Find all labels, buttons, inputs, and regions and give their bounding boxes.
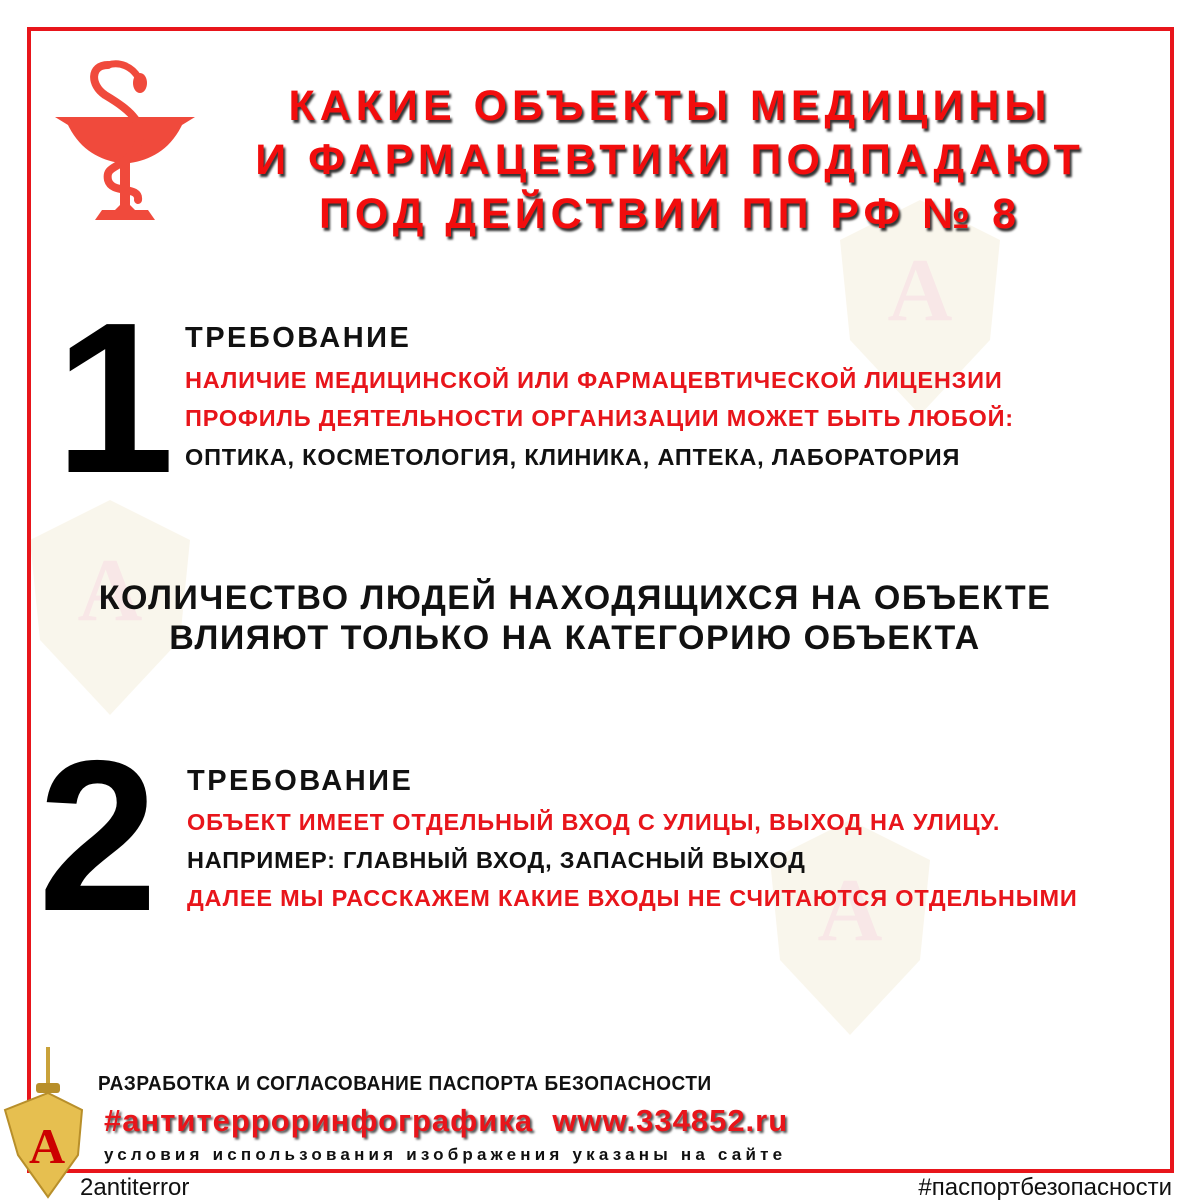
- footer-tag: #паспортбезопасности: [918, 1174, 1172, 1201]
- hashtag[interactable]: #антитерроринфографика: [104, 1103, 534, 1138]
- title-line-1: КАКИЕ ОБЪЕКТЫ МЕДИЦИНЫ: [288, 82, 1052, 130]
- note-line-2: ВЛИЯЮТ ТОЛЬКО НА КАТЕГОРИЮ ОБЪЕКТА: [169, 619, 981, 657]
- requirement-heading: ТРЕБОВАНИЕ: [185, 322, 412, 354]
- title-line-2: И ФАРМАЦЕВТИКИ ПОДПАДАЮТ: [255, 136, 1085, 184]
- requirement-line: ОПТИКА, КОСМЕТОЛОГИЯ, КЛИНИКА, АПТЕКА, ЛАБОРАТОРИЯ: [185, 444, 961, 470]
- bowl-of-hygieia-icon: [50, 55, 200, 225]
- footer-service: РАЗРАБОТКА И СОГЛАСОВАНИЕ ПАСПОРТА БЕЗОПАСНОСТИ: [98, 1073, 712, 1095]
- shield-logo-icon: [0, 1045, 85, 1200]
- title-line-3: ПОД ДЕЙСТВИИ ПП РФ № 8: [319, 190, 1021, 238]
- requirement-number-1: 1: [55, 277, 175, 518]
- requirement-line: ДАЛЕЕ МЫ РАССКАЖЕМ КАКИЕ ВХОДЫ НЕ СЧИТАЮТСЯ ОТДЕЛЬНЫМИ: [187, 885, 1078, 911]
- svg-text:А: А: [28, 1118, 66, 1174]
- account-name: 2antiterror: [80, 1174, 190, 1201]
- svg-text:А: А: [77, 541, 143, 640]
- footer-hashtag-link[interactable]: [104, 1103, 788, 1139]
- footer-terms: условия использования изображения указаны на сайте: [104, 1145, 787, 1164]
- requirement-heading: ТРЕБОВАНИЕ: [187, 765, 414, 797]
- shield-watermark-icon: [760, 800, 940, 1050]
- svg-text:А: А: [887, 241, 953, 340]
- requirement-number-2: 2: [38, 715, 158, 956]
- requirement-line: ОБЪЕКТ ИМЕЕТ ОТДЕЛЬНЫЙ ВХОД С УЛИЦЫ, ВЫХОД НА УЛИЦУ.: [187, 809, 1001, 835]
- note-line-1: КОЛИЧЕСТВО ЛЮДЕЙ НАХОДЯЩИХСЯ НА ОБЪЕКТЕ: [98, 579, 1052, 617]
- website-link[interactable]: www.334852.ru: [552, 1103, 789, 1138]
- requirement-line: НАЛИЧИЕ МЕДИЦИНСКОЙ ИЛИ ФАРМАЦЕВТИЧЕСКОЙ ЛИЦЕНЗИИ: [185, 367, 1003, 393]
- requirement-line: ПРОФИЛЬ ДЕЯТЕЛЬНОСТИ ОРГАНИЗАЦИИ МОЖЕТ БЫТЬ ЛЮБОЙ:: [185, 405, 1014, 431]
- requirement-line: НАПРИМЕР: ГЛАВНЫЙ ВХОД, ЗАПАСНЫЙ ВЫХОД: [187, 847, 806, 873]
- svg-text:А: А: [817, 861, 883, 960]
